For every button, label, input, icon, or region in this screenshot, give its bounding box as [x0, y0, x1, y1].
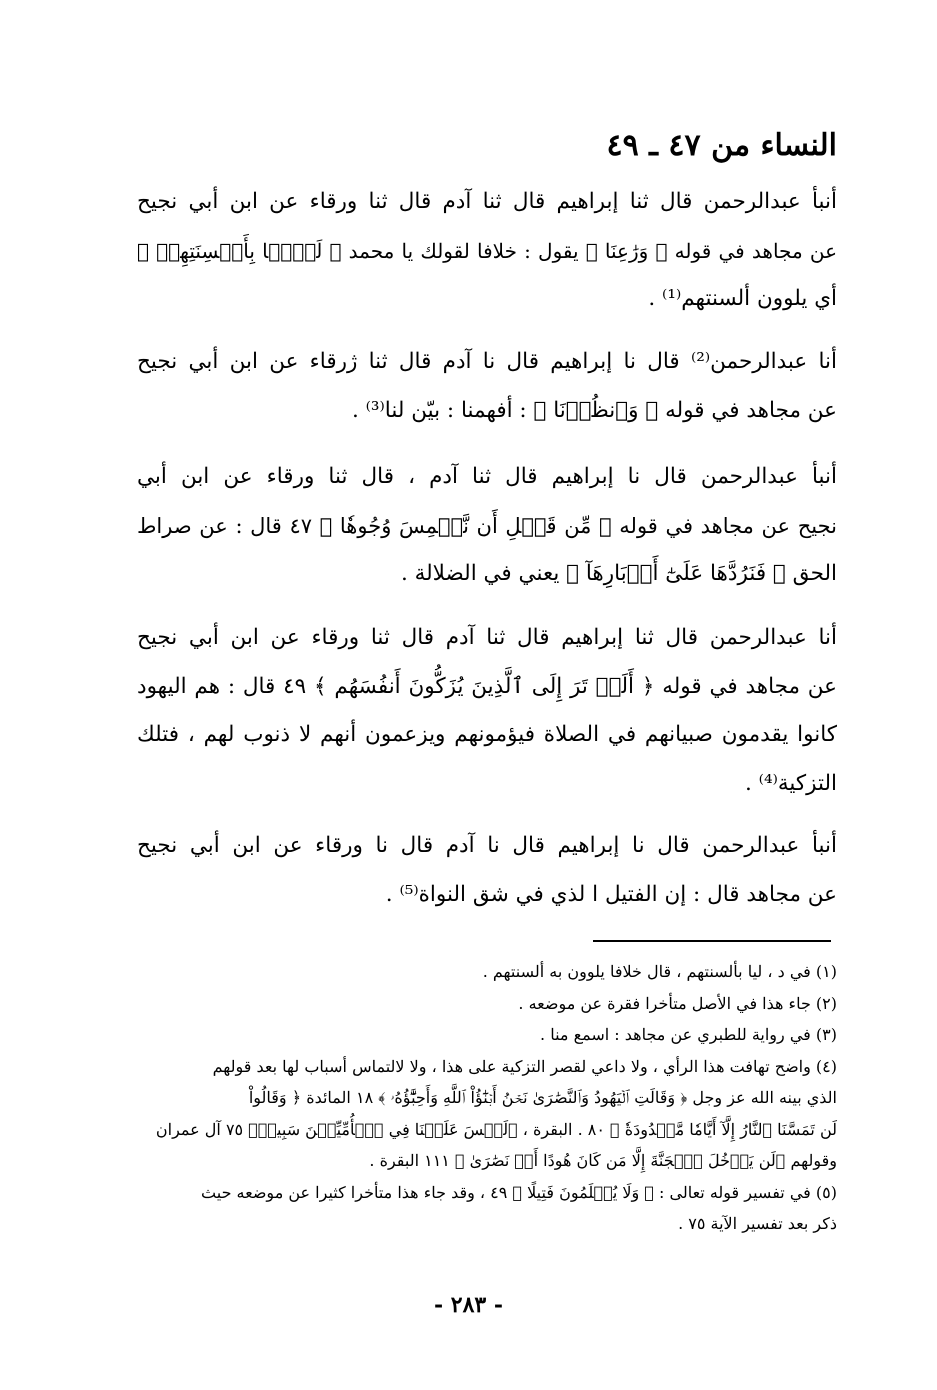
main-text	[137, 178, 837, 324]
text-line: أنبأ عبدالرحمن قال نا إبراهيم قال ثنا آدم ، قال ثنا ورقاء عن ابن أبي	[137, 464, 837, 489]
footnote-separator	[593, 940, 831, 942]
paragraph-2	[137, 338, 837, 435]
paragraph-5	[137, 822, 837, 919]
footnote-2: (٢) جاء هذا في الأصل متأخرا فقرة عن موضعه .	[518, 993, 837, 1013]
paragraph-3	[137, 453, 837, 599]
main-text-3	[137, 453, 837, 599]
footnote-3: (٣) في رواية للطبري عن مجاهد : اسمع منا .	[540, 1025, 837, 1044]
text-line: عن مجاهد في قوله ﴿ أَلَمۡ تَرَ إِلَى ٱلَّذِينَ يُزَكُّونَ أَنفُسَهُم ﴾ ٤٩ قال : هم اليهود	[137, 673, 837, 699]
main-text-2	[137, 338, 837, 435]
footnote-5-line: ذكر بعد تفسير الآية ٧٥ .	[678, 1214, 837, 1233]
main-text-5	[137, 822, 837, 919]
footnote-4-line: الذي بينه الله عز وجل ﴿ وَقَالَتِ ٱلۡيَهُودُ وَٱلنَّصَٰرَىٰ نَحۡنُ أَبۡنَٰٓؤُاْ ٱللَّهِ وَأَحِبَّٰٓؤُهُۥ ﴾ ١٨ المائدة ﴿ وَقَالُواْ	[248, 1088, 837, 1107]
page-number: - ٢٨٣ -	[433, 1292, 504, 1318]
text-line: أنبأ عبدالرحمن قال نا إبراهيم قال نا آدم قال نا ورقاء عن ابن أبي نجيح	[137, 833, 837, 858]
text-line: كانوا يقدمون صبيانهم في الصلاة فيؤمونهم ويزعمون أنهم لا ذنوب لهم ، فتلك	[137, 722, 837, 747]
text-line: التزكية⁽⁴⁾ .	[745, 770, 837, 796]
footnote-4-line: وقولهم ﴿لَن يَدۡخُلَ ٱلۡجَنَّةَ إِلَّا مَن كَانَ هُودًا أَوۡ نَصَٰرَىٰ ﴾ ١١١ البقرة .	[369, 1151, 837, 1170]
footnote-4-line: لَن تَمَسَّنَا ٱلنَّارُ إِلَّآ أَيَّامٗا مَّعۡدُودَةٗ ﴾ ٨٠ . البقرة ، ﴿لَيۡسَ عَلَيۡنَا فِي ٱلۡأُمِّيِّـۧنَ سَبِيلٞ﴾ ٧٥ آل عمران	[155, 1119, 837, 1139]
footnote-4-line: (٤) واضح تهافت هذا الرأي ، ولا داعي لقصر التزكية على هذا ، ولا لالتماس أسباب لها بعد قولهم	[212, 1056, 837, 1076]
running-header: النساء من ٤٧ ـ ٤٩	[606, 128, 837, 163]
footnote-5-line: (٥) في تفسير قوله تعالى : ﴿ وَلَا يُظۡلَمُونَ فَتِيلًا ﴾ ٤٩ ، وقد جاء هذا متأخرا كثيرا عن موضعه حيث	[201, 1182, 837, 1202]
text-line: عن مجاهد قال : إن الفتيل ا لذي في شق النواة⁽⁵⁾ .	[385, 881, 837, 907]
text-line: عن مجاهد في قوله ﴿ وَرَٰعِنَا ﴾ يقول : خلافا لقولك يا محمد ﴿ لَيَّۢا بِأَلۡسِنَتِهِمۡ ﴾	[137, 238, 837, 263]
text-line: أنبأ عبدالرحمن قال ثنا إبراهيم قال ثنا آدم قال ثنا ورقاء عن ابن أبي نجيح	[137, 189, 837, 214]
footnotes	[137, 956, 837, 1240]
text-line: أنا عبدالرحمن قال ثنا إبراهيم قال ثنا آدم قال ثنا ورقاء عن ابن أبي نجيح	[137, 625, 837, 650]
text-line: الحق ﴿ فَنَرُدَّهَا عَلَىٰٓ أَدۡبَارِهَآ ﴾ يعني في الضلالة .	[400, 561, 837, 586]
text-line: عن مجاهد في قوله ﴿ وَٱنظُرۡنَا ﴾ : أفهمنا : بيّن لنا⁽³⁾ .	[351, 397, 837, 423]
footnote-1: (١) في د ، ليا بألسنتهم ، قال خلافا يلوون به ألسنتهم .	[482, 962, 837, 981]
text-line: أي يلوون ألسنتهم⁽¹⁾ .	[648, 286, 837, 311]
main-text-4	[137, 614, 837, 808]
paragraph-4	[137, 614, 837, 808]
text-line: نجيح عن مجاهد في قوله ﴿ مِّن قَبۡلِ أَن نَّطۡمِسَ وُجُوهٗا ﴾ ٤٧ قال : عن صراط	[137, 513, 837, 538]
text-line: أنا عبدالرحمن⁽²⁾ قال نا إبراهيم قال نا آدم قال ثنا ژرقاء عن ابن أبي نجيح	[137, 349, 838, 374]
paragraph-1	[137, 178, 837, 324]
